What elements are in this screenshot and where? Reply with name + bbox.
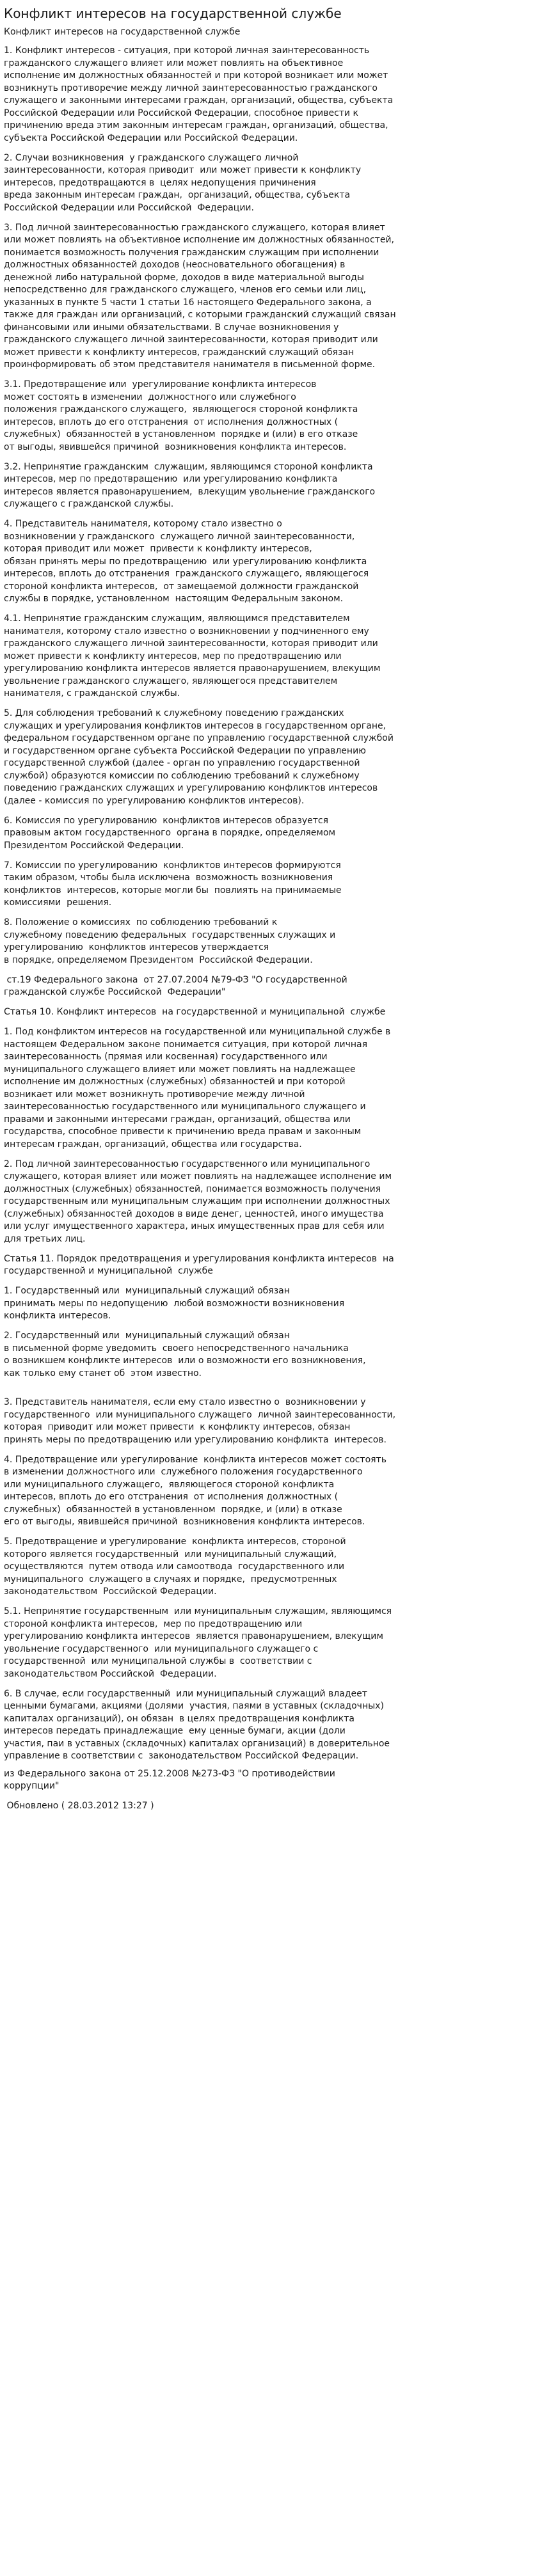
paragraph-line: (служебных) обязанностей доходов в виде денег, ценностей, иного имущества (4, 1208, 384, 1219)
paragraph-line: от выгоды, явившейся причиной возникновения конфликта интересов. (4, 441, 347, 452)
paragraph (4, 461, 542, 511)
paragraph-line: Статья 11. Порядок предотвращения и урегулирования конфликта интересов на (4, 1253, 394, 1264)
page-title: Конфликт интересов на государственной службе (4, 6, 342, 21)
paragraph-line: ценными бумагами, акциями (долями участия, паями в уставных (складочных) (4, 1701, 384, 1711)
paragraph-line: 1. Под конфликтом интересов на государственной или муниципальной службе в (4, 1027, 391, 1037)
paragraph-line: заинтересованность (прямая или косвенная) государственного или (4, 1052, 328, 1062)
paragraph-line: интересов передать принадлежащие ему ценные бумаги, акции (доли (4, 1726, 346, 1736)
paragraph-line: или муниципального служащего, являющегося стороной конфликта (4, 1479, 335, 1490)
paragraph (4, 518, 542, 606)
paragraph (4, 1606, 542, 1680)
paragraph-line: должностных (служебных) обязанностей, понимается возможность получения (4, 1183, 381, 1194)
paragraph-line: конфликта интересов. (4, 1311, 111, 1321)
paragraph (4, 1396, 542, 1446)
paragraph-line: непосредственно для гражданского служащего, членов его семьи или лиц, (4, 285, 367, 295)
paragraph-line: стороной конфликта интересов, мер по предотвращению или (4, 1618, 303, 1629)
paragraph-line: 1. Государственный или муниципальный служащий обязан (4, 1286, 290, 1296)
paragraph-line: 8. Положение о комиссиях по соблюдению требований к (4, 917, 278, 928)
paragraph-line: участия, паи в уставных (складочных) капиталах организаций) в доверительное (4, 1738, 390, 1749)
paragraph-line: урегулированию конфликта интересов является правонарушением, влекущим (4, 1631, 383, 1641)
paragraph-line: может состоять в изменении должностного или служебного (4, 391, 296, 402)
document-body (4, 45, 542, 1813)
paragraph-line: гражданского служащего личной заинтересованности, которая приводит или (4, 335, 378, 345)
paragraph-line: 5. Для соблюдения требований к служебному поведению гражданских (4, 708, 344, 718)
paragraph (4, 222, 542, 372)
paragraph-line: законодательством Российской Федерации. (4, 1586, 217, 1597)
paragraph-line: в письменной форме уведомить своего непосредственного начальника (4, 1343, 349, 1354)
paragraph-line: муниципального служащего в случаях и порядке, предусмотренных (4, 1574, 337, 1584)
paragraph-line: исполнение им должностных обязанностей и при которой возникает или может (4, 70, 388, 81)
paragraph (4, 1536, 542, 1599)
paragraph-line: конфликтов интересов, которые могли бы повлиять на принимаемые (4, 885, 342, 896)
paragraph-line: гражданской службе Российской Федерации" (4, 987, 226, 997)
paragraph-line: 4. Представитель нанимателя, которому стало известно о (4, 519, 282, 529)
paragraph-line: интересов является правонарушением, влекущим увольнение гражданского (4, 486, 376, 497)
paragraph (4, 860, 542, 910)
paragraph-line: 6. Комиссия по урегулированию конфликтов интересов образуется (4, 815, 329, 826)
paragraph-line: исполнение им должностных (служебных) обязанностей и при которой (4, 1077, 346, 1087)
paragraph-line: и государственном органе субъекта Российской Федерации по управлению (4, 745, 366, 756)
paragraph-line: урегулированию конфликтов интересов утверждается (4, 942, 269, 952)
paragraph-line: принять меры по предотвращению или урегулированию конфликта интересов. (4, 1434, 387, 1445)
paragraph-line: обязан принять меры по предотвращению или урегулированию конфликта (4, 556, 367, 567)
paragraph-line: увольнение гражданского служащего, являющегося представителем (4, 676, 338, 686)
paragraph-line: нанимателя, которому стало известно о возникновении у подчиненного ему (4, 626, 369, 636)
page-subtitle: Конфликт интересов на государственной службе (4, 27, 241, 37)
paragraph-line: таким образом, чтобы была исключена возможность возникновения (4, 873, 333, 883)
paragraph-line: служебному поведению федеральных государственных служащих и (4, 929, 336, 940)
paragraph-line: 4.1. Непринятие гражданским служащим, являющимся представителем (4, 613, 350, 624)
paragraph-line: принимать меры по недопущению любой возможности возникновения (4, 1298, 345, 1309)
paragraph-line: должностных обязанностей доходов (неосновательного обогащения) в (4, 260, 346, 270)
paragraph-line: комиссиями решения. (4, 897, 112, 908)
paragraph-line: служащих и урегулирования конфликтов интересов в государственном органе, (4, 720, 387, 731)
paragraph-line: 3.1. Предотвращение или урегулирование конфликта интересов (4, 379, 317, 390)
paragraph-line: 1. Конфликт интересов - ситуация, при которой личная заинтересованность (4, 45, 370, 56)
paragraph-line: служащего и законными интересами граждан, организаций, общества, субъекта (4, 95, 394, 106)
paragraph-line: ст.19 Федерального закона от 27.07.2004 №79-ФЗ "О государственной (4, 974, 347, 985)
paragraph-line: положения гражданского служащего, являющегося стороной конфликта (4, 404, 358, 415)
paragraph (4, 1800, 542, 1813)
paragraph (4, 1454, 542, 1529)
paragraph-line: государственной службой (далее - орган по управлению государственной (4, 758, 360, 768)
paragraph-line: которого является государственный или муниципальный служащий, (4, 1549, 337, 1560)
paragraph-line: понимается возможность получения гражданским служащим при исполнении (4, 247, 379, 258)
paragraph-line: 6. В случае, если государственный или муниципальный служащий владеет (4, 1688, 367, 1699)
paragraph-line: или услуг имущественного характера, иных имущественных прав для себя или (4, 1221, 385, 1231)
paragraph-line: заинтересованностью государственного или муниципального служащего и (4, 1102, 366, 1112)
paragraph-line: федеральном государственном органе по управлению государственной службой (4, 733, 394, 743)
paragraph (4, 1026, 542, 1151)
paragraph-line: муниципального служащего влияет или может повлиять на надлежащее (4, 1064, 356, 1075)
paragraph-line: правовым актом государственного органа в порядке, определяемом (4, 828, 336, 838)
paragraph-line: 5.1. Непринятие государственным или муниципальным служащим, являющимся (4, 1606, 392, 1616)
paragraph-line: интересов, вплоть до его отстранения от исполнения должностных ( (4, 1492, 339, 1502)
paragraph (4, 613, 542, 700)
paragraph-line: нанимателя, с гражданской службы. (4, 688, 180, 699)
paragraph (4, 379, 542, 454)
paragraph-line: увольнение государственного или муниципального служащего с (4, 1643, 319, 1654)
paragraph-line: Российской Федерации или Российской Федерации. (4, 202, 254, 213)
paragraph (4, 917, 542, 967)
paragraph-line: урегулированию конфликта интересов является правонарушением, влекущим (4, 663, 381, 674)
paragraph-line: 3. Под личной заинтересованностью гражданского служащего, которая влияет (4, 222, 385, 233)
paragraph-line: служебных) обязанностей в установленном порядке и (или) в его отказе (4, 429, 358, 439)
paragraph-line: службы в порядке, установленном настоящим Федеральным законом. (4, 594, 344, 604)
paragraph-line: 5. Предотвращение и урегулирование конфликта интересов, стороной (4, 1537, 346, 1547)
paragraph-line: или может повлиять на объективное исполнение им должностных обязанностей, (4, 235, 394, 245)
paragraph-line: управление в соответствии с законодательством Российской Федерации. (4, 1751, 359, 1761)
paragraph-line: законодательством Российской Федерации. (4, 1668, 217, 1679)
paragraph-line: 3. Представитель нанимателя, если ему стало известно о возникновении у (4, 1397, 366, 1407)
paragraph-line: причинению вреда этим законным интересам граждан, организаций, общества, (4, 120, 388, 130)
paragraph-line: 2. Государственный или муниципальный служащий обязан (4, 1331, 290, 1341)
paragraph-line: в изменении должностного или служебного положения государственного (4, 1467, 363, 1477)
paragraph-line: поведению гражданских служащих и урегулированию конфликтов интересов (4, 783, 378, 793)
paragraph-line: заинтересованности, которая приводит или может привести к конфликту (4, 165, 362, 175)
paragraph (4, 152, 542, 215)
paragraph-line: гражданского служащего личной заинтересованности, которая приводит или (4, 638, 378, 649)
paragraph-line: интересов, мер по предотвращению или урегулированию конфликта (4, 474, 338, 484)
paragraph-line: 2. Под личной заинтересованностью государственного или муниципального (4, 1158, 371, 1169)
paragraph-line: проинформировать об этом представителя нанимателя в письменной форме. (4, 360, 376, 370)
paragraph-line: (далее - комиссия по урегулированию конфликтов интересов). (4, 795, 305, 806)
paragraph (4, 1688, 542, 1763)
paragraph (4, 1330, 542, 1380)
paragraph-line: может привести к конфликту интересов, мер по предотвращению или (4, 651, 342, 661)
paragraph-line: 7. Комиссии по урегулированию конфликтов интересов формируются (4, 860, 341, 871)
paragraph (4, 1158, 542, 1246)
paragraph (4, 1006, 542, 1019)
paragraph (4, 815, 542, 853)
paragraph-line: капиталах организаций), он обязан в целях предотвращения конфликта (4, 1713, 355, 1724)
paragraph-line: осуществляются путем отвода или самоотвода государственного или (4, 1561, 345, 1572)
paragraph-line: возникнуть противоречие между личной заинтересованностью гражданского (4, 83, 378, 93)
paragraph (4, 1285, 542, 1323)
paragraph-line: возникает или может возникнуть противоречие между личной (4, 1089, 305, 1100)
paragraph (4, 1768, 542, 1793)
paragraph-line: государственной или муниципальной службы в соответствии с (4, 1656, 312, 1666)
paragraph-line: государства, способное привести к причинению вреда правам и законным (4, 1126, 362, 1137)
paragraph-line: его от выгоды, явившейся причиной возникновения конфликта интересов. (4, 1517, 365, 1527)
paragraph-line: 2. Случаи возникновения у гражданского служащего личной (4, 152, 299, 163)
paragraph-line: для третьих лиц. (4, 1233, 86, 1244)
paragraph-line: гражданского служащего влияет или может повлиять на объективное (4, 58, 344, 68)
paragraph-line: как только ему станет об этом известно. (4, 1368, 202, 1379)
paragraph-line: Российской Федерации или Российской Федерации, способное привести к (4, 107, 358, 118)
paragraph-line: государственным или муниципальным служащим при исполнении должностных (4, 1196, 390, 1206)
paragraph-line: интересов, вплоть до его отстранения от исполнения должностных ( (4, 416, 339, 427)
paragraph-line: служащего с гражданской службы. (4, 499, 174, 509)
paragraph (4, 707, 542, 807)
paragraph-line: государственной и муниципальной службе (4, 1266, 213, 1276)
paragraph-line: интересам граждан, организаций, общества или государства. (4, 1139, 302, 1150)
paragraph-line: 3.2. Непринятие гражданским служащим, являющимся стороной конфликта (4, 461, 373, 472)
paragraph-line: из Федерального закона от 25.12.2008 №273-ФЗ "О противодействии (4, 1768, 335, 1779)
paragraph-line: коррупции" (4, 1781, 60, 1791)
paragraph-line: Президентом Российской Федерации. (4, 840, 184, 851)
paragraph-line: финансовыми или иными обязательствами. В случае возникновения у (4, 322, 339, 333)
paragraph-line: субъекта Российской Федерации или Российской Федерации. (4, 132, 298, 143)
paragraph-line: Обновлено ( 28.03.2012 13:27 ) (4, 1801, 154, 1811)
paragraph-line: денежной либо натуральной форме, доходов в виде материальной выгоды (4, 272, 364, 283)
paragraph-line: также для граждан или организаций, с которыми гражданский служащий связан (4, 310, 396, 320)
paragraph (4, 1253, 542, 1278)
paragraph-line: 4. Предотвращение или урегулирование конфликта интересов может состоять (4, 1454, 387, 1465)
paragraph-line: стороной конфликта интересов, от замещаемой должности гражданской (4, 581, 359, 592)
paragraph-line: возникновении у гражданского служащего личной заинтересованности, (4, 531, 355, 542)
paragraph-line: службой) образуются комиссии по соблюдению требований к служебному (4, 770, 360, 781)
paragraph-line: интересов, предотвращаются в целях недопущения причинения (4, 177, 316, 188)
paragraph-line: правами и законными интересами граждан, организаций, общества или (4, 1114, 351, 1125)
paragraph-line: может привести к конфликту интересов, гражданский служащий обязан (4, 347, 355, 358)
paragraph-line: о возникшем конфликте интересов или о возможности его возникновения, (4, 1355, 366, 1366)
paragraph-line: Статья 10. Конфликт интересов на государственной и муниципальной службе (4, 1007, 386, 1017)
paragraph (4, 974, 542, 999)
paragraph-line: указанных в пункте 5 части 1 статьи 16 настоящего Федерального закона, а (4, 297, 372, 308)
paragraph-line: которая приводит или может привести к конфликту интересов, обязан (4, 1422, 351, 1432)
paragraph-line: служебных) обязанностей в установленном порядке, и (или) в отказе (4, 1504, 342, 1515)
paragraph-line: интересов, вплоть до отстранения гражданского служащего, являющегося (4, 569, 369, 579)
paragraph-line: государственного или муниципального служащего личной заинтересованности, (4, 1409, 396, 1420)
paragraph (4, 45, 542, 145)
paragraph-line: в порядке, определяемом Президентом Российской Федерации. (4, 954, 313, 965)
paragraph-line: служащего, которая влияет или может повлиять на надлежащее исполнение им (4, 1171, 392, 1181)
paragraph-line: вреда законным интересам граждан, организаций, общества, субъекта (4, 190, 351, 200)
paragraph-line: которая приводит или может привести к конфликту интересов, (4, 544, 312, 554)
paragraph-line: настоящем Федеральном законе понимается ситуация, при которой личная (4, 1039, 368, 1050)
